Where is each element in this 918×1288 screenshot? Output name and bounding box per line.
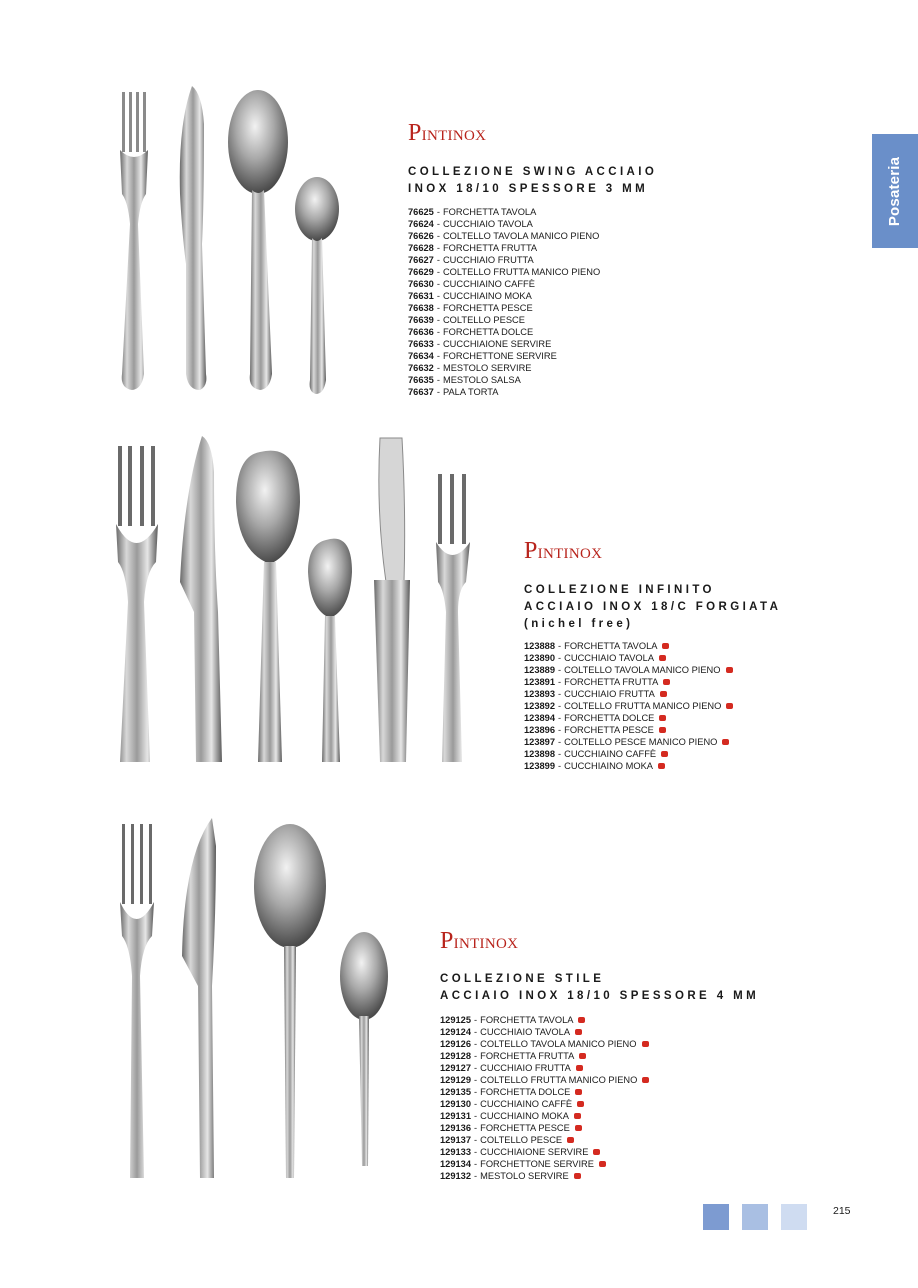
fork-icon [120,824,154,1178]
cake-fork-icon [436,474,470,762]
product-name: COLTELLO PESCE [480,1135,563,1145]
product-code: 123892 [524,701,556,711]
collection-title [440,971,759,1005]
separator: - [558,749,562,759]
product-code: 129132 [440,1171,472,1181]
separator: - [474,1087,478,1097]
product-item [408,326,600,338]
separator: - [436,267,440,277]
product-item [524,760,733,772]
product-item [524,688,733,700]
product-item [408,386,600,398]
product-item [408,206,600,218]
product-item [524,712,733,724]
separator: - [474,1135,478,1145]
knife-icon [182,818,216,1178]
cake-knife-icon [374,438,410,762]
title-line: ACCIAIO INOX 18/C FORGIATA [524,601,782,613]
product-name: FORCHETTA DOLCE [442,327,534,337]
fork-icon [120,92,148,390]
product-item [440,1074,649,1086]
product-code: 129137 [440,1135,472,1145]
product-name: FORCHETTA FRUTTA [564,677,659,687]
product-name: COLTELLO PESCE MANICO PIENO [564,737,718,747]
product-name: CUCCHIAIO TAVOLA [480,1027,571,1037]
product-item [440,1098,649,1110]
product-item [408,290,600,302]
product-item [524,676,733,688]
title-line: INOX 18/10 SPESSORE 3 MM [408,183,649,195]
product-code: 123893 [524,689,556,699]
separator: - [436,243,440,253]
separator: - [436,279,440,289]
product-code: 123898 [524,749,556,759]
spoon-icon [254,824,326,1178]
title-line: COLLEZIONE INFINITO [524,584,715,596]
product-code: 76636 [408,327,434,337]
product-name: PALA TORTA [442,387,499,397]
product-item [440,1110,649,1122]
product-name: FORCHETTA TAVOLA [564,641,658,651]
product-name: CUCCHIAIONE SERVIRE [480,1147,589,1157]
product-code: 76638 [408,303,434,313]
product-name: COLTELLO FRUTTA MANICO PIENO [564,701,722,711]
product-code: 129128 [440,1051,472,1061]
product-item [524,640,733,652]
product-code: 76628 [408,243,434,253]
separator: - [436,351,440,361]
separator: - [474,1027,478,1037]
product-code: 123896 [524,725,556,735]
product-item [408,266,600,278]
product-item [440,1026,649,1038]
product-code: 123894 [524,713,556,723]
product-item [524,736,733,748]
product-code: 76624 [408,219,434,229]
separator: - [474,1075,478,1085]
dishwasher-dot-icon [593,1149,600,1155]
page-number: 215 [833,1205,851,1217]
product-item [440,1086,649,1098]
product-name: FORCHETTA FRUTTA [480,1051,575,1061]
dishwasher-dot-icon [578,1017,585,1023]
dishwasher-dot-icon [577,1101,584,1107]
dishwasher-dot-icon [659,727,666,733]
collection-title [408,164,657,198]
product-name: CUCCHIAINO MOKA [480,1111,569,1121]
product-list [440,1014,649,1182]
separator: - [436,363,440,373]
title-line: COLLEZIONE SWING ACCIAIO [408,166,658,178]
product-code: 76632 [408,363,434,373]
product-name: COLTELLO PESCE [442,315,525,325]
knife-icon [180,86,207,390]
dishwasher-dot-icon [658,763,665,769]
product-name: FORCHETTA TAVOLA [442,207,537,217]
title-line: ACCIAIO INOX 18/10 SPESSORE 4 MM [440,990,760,1002]
product-item [408,338,600,350]
separator: - [474,1111,478,1121]
separator: - [558,677,562,687]
product-item [440,1170,649,1182]
dishwasher-dot-icon [726,703,733,709]
dishwasher-dot-icon [662,643,669,649]
separator: - [558,689,562,699]
stile-cutlery-image [112,816,392,1188]
product-item [408,218,600,230]
separator: - [436,219,440,229]
product-name: COLTELLO TAVOLA MANICO PIENO [480,1039,637,1049]
product-item [408,350,600,362]
knife-icon [180,436,222,762]
dishwasher-dot-icon [575,1125,582,1131]
dishwasher-dot-icon [576,1065,583,1071]
swing-cutlery-image [112,84,352,404]
product-name: CUCCHIAINO CAFFÈ [442,279,535,289]
product-code: 76633 [408,339,434,349]
product-code: 129125 [440,1015,472,1025]
product-name: CUCCHIAINO CAFFÈ [564,749,657,759]
separator: - [474,1159,478,1169]
separator: - [558,737,562,747]
title-line: (nichel free) [524,618,634,630]
dishwasher-dot-icon [661,751,668,757]
product-item [408,374,600,386]
dishwasher-dot-icon [579,1053,586,1059]
section-tab-label: Posateria [886,156,904,226]
separator: - [558,653,562,663]
separator: - [474,1015,478,1025]
dishwasher-dot-icon [660,691,667,697]
teaspoon-icon [295,177,339,394]
product-item [524,652,733,664]
nav-square-3 [781,1204,807,1230]
nav-square-1 [703,1204,729,1230]
product-item [408,230,600,242]
separator: - [558,713,562,723]
product-item [524,664,733,676]
product-code: 123891 [524,677,556,687]
separator: - [558,725,562,735]
product-name: CUCCHIAIO FRUTTA [480,1063,571,1073]
dishwasher-dot-icon [575,1029,582,1035]
product-name: MESTOLO SERVIRE [442,363,532,373]
product-code: 76626 [408,231,434,241]
section-tab[interactable] [872,134,918,248]
separator: - [474,1147,478,1157]
dishwasher-dot-icon [659,715,666,721]
product-code: 123888 [524,641,556,651]
product-name: CUCCHIAIO FRUTTA [564,689,655,699]
product-code: 76625 [408,207,434,217]
separator: - [436,315,440,325]
product-code: 76639 [408,315,434,325]
product-name: CUCCHIAINO MOKA [564,761,653,771]
product-item [440,1122,649,1134]
product-name: FORCHETTONE SERVIRE [442,351,557,361]
product-name: MESTOLO SERVIRE [480,1171,569,1181]
product-name: FORCHETTA DOLCE [480,1087,571,1097]
separator: - [474,1171,478,1181]
product-name: COLTELLO FRUTTA MANICO PIENO [480,1075,638,1085]
pintinox-logo: PINTINOX [524,538,603,564]
product-list [524,640,733,772]
product-name: FORCHETTA DOLCE [564,713,655,723]
product-item [408,278,600,290]
product-code: 129126 [440,1039,472,1049]
product-name: CUCCHIAIONE SERVIRE [442,339,552,349]
product-code: 129136 [440,1123,472,1133]
teaspoon-icon [340,932,388,1166]
product-item [408,362,600,374]
separator: - [558,665,562,675]
product-name: FORCHETTA PESCE [480,1123,570,1133]
product-name: COLTELLO FRUTTA MANICO PIENO [442,267,601,277]
pintinox-logo: PINTINOX [408,120,487,146]
product-code: 123890 [524,653,556,663]
separator: - [558,641,562,651]
product-item [408,302,600,314]
pintinox-logo: PINTINOX [440,928,519,954]
product-code: 76629 [408,267,434,277]
separator: - [436,303,440,313]
product-code: 76637 [408,387,434,397]
separator: - [436,291,440,301]
separator: - [474,1051,478,1061]
separator: - [436,231,440,241]
separator: - [436,387,440,397]
product-item [524,748,733,760]
product-item [408,242,600,254]
nav-square-2 [742,1204,768,1230]
teaspoon-icon [308,539,352,762]
product-name: FORCHETTA PESCE [564,725,654,735]
product-name: FORCHETTA TAVOLA [480,1015,574,1025]
product-name: CUCCHIAINO CAFFÈ [480,1099,573,1109]
product-name: CUCCHIAIO FRUTTA [442,255,534,265]
title-line: COLLEZIONE STILE [440,973,605,985]
product-name: FORCHETTA PESCE [442,303,533,313]
infinito-cutlery-image [110,432,480,777]
product-name: COLTELLO TAVOLA MANICO PIENO [442,231,600,241]
product-item [524,700,733,712]
spoon-icon [236,451,300,762]
fork-icon [116,446,158,762]
dishwasher-dot-icon [567,1137,574,1143]
product-code: 129127 [440,1063,472,1073]
product-code: 76630 [408,279,434,289]
product-name: CUCCHIAIO TAVOLA [442,219,533,229]
dishwasher-dot-icon [722,739,729,745]
spoon-icon [228,90,288,390]
product-item [408,254,600,266]
product-name: FORCHETTONE SERVIRE [480,1159,594,1169]
dishwasher-dot-icon [726,667,733,673]
dishwasher-dot-icon [642,1077,649,1083]
separator: - [474,1063,478,1073]
separator: - [436,207,440,217]
dishwasher-dot-icon [659,655,666,661]
product-code: 76631 [408,291,434,301]
product-item [408,314,600,326]
separator: - [474,1099,478,1109]
separator: - [436,255,440,265]
product-item [524,724,733,736]
product-name: COLTELLO TAVOLA MANICO PIENO [564,665,721,675]
product-name: FORCHETTA FRUTTA [442,243,538,253]
product-code: 76634 [408,351,434,361]
product-item [440,1146,649,1158]
dishwasher-dot-icon [642,1041,649,1047]
separator: - [436,327,440,337]
dishwasher-dot-icon [599,1161,606,1167]
separator: - [474,1123,478,1133]
product-name: MESTOLO SALSA [442,375,521,385]
product-code: 123897 [524,737,556,747]
dishwasher-dot-icon [663,679,670,685]
product-code: 129133 [440,1147,472,1157]
product-item [440,1062,649,1074]
dishwasher-dot-icon [575,1089,582,1095]
separator: - [436,339,440,349]
dishwasher-dot-icon [574,1113,581,1119]
product-name: CUCCHIAIO TAVOLA [564,653,655,663]
product-code: 129131 [440,1111,472,1121]
product-item [440,1134,649,1146]
product-code: 129129 [440,1075,472,1085]
product-code: 129135 [440,1087,472,1097]
separator: - [474,1039,478,1049]
product-item [440,1038,649,1050]
product-code: 76627 [408,255,434,265]
separator: - [558,761,562,771]
product-code: 76635 [408,375,434,385]
product-code: 123899 [524,761,556,771]
product-item [440,1050,649,1062]
product-code: 129134 [440,1159,472,1169]
product-code: 129130 [440,1099,472,1109]
product-code: 123889 [524,665,556,675]
product-list [408,206,600,398]
collection-title [524,582,781,633]
product-item [440,1014,649,1026]
product-code: 129124 [440,1027,472,1037]
product-name: CUCCHIAINO MOKA [442,291,532,301]
separator: - [436,375,440,385]
product-item [440,1158,649,1170]
separator: - [558,701,562,711]
dishwasher-dot-icon [574,1173,581,1179]
